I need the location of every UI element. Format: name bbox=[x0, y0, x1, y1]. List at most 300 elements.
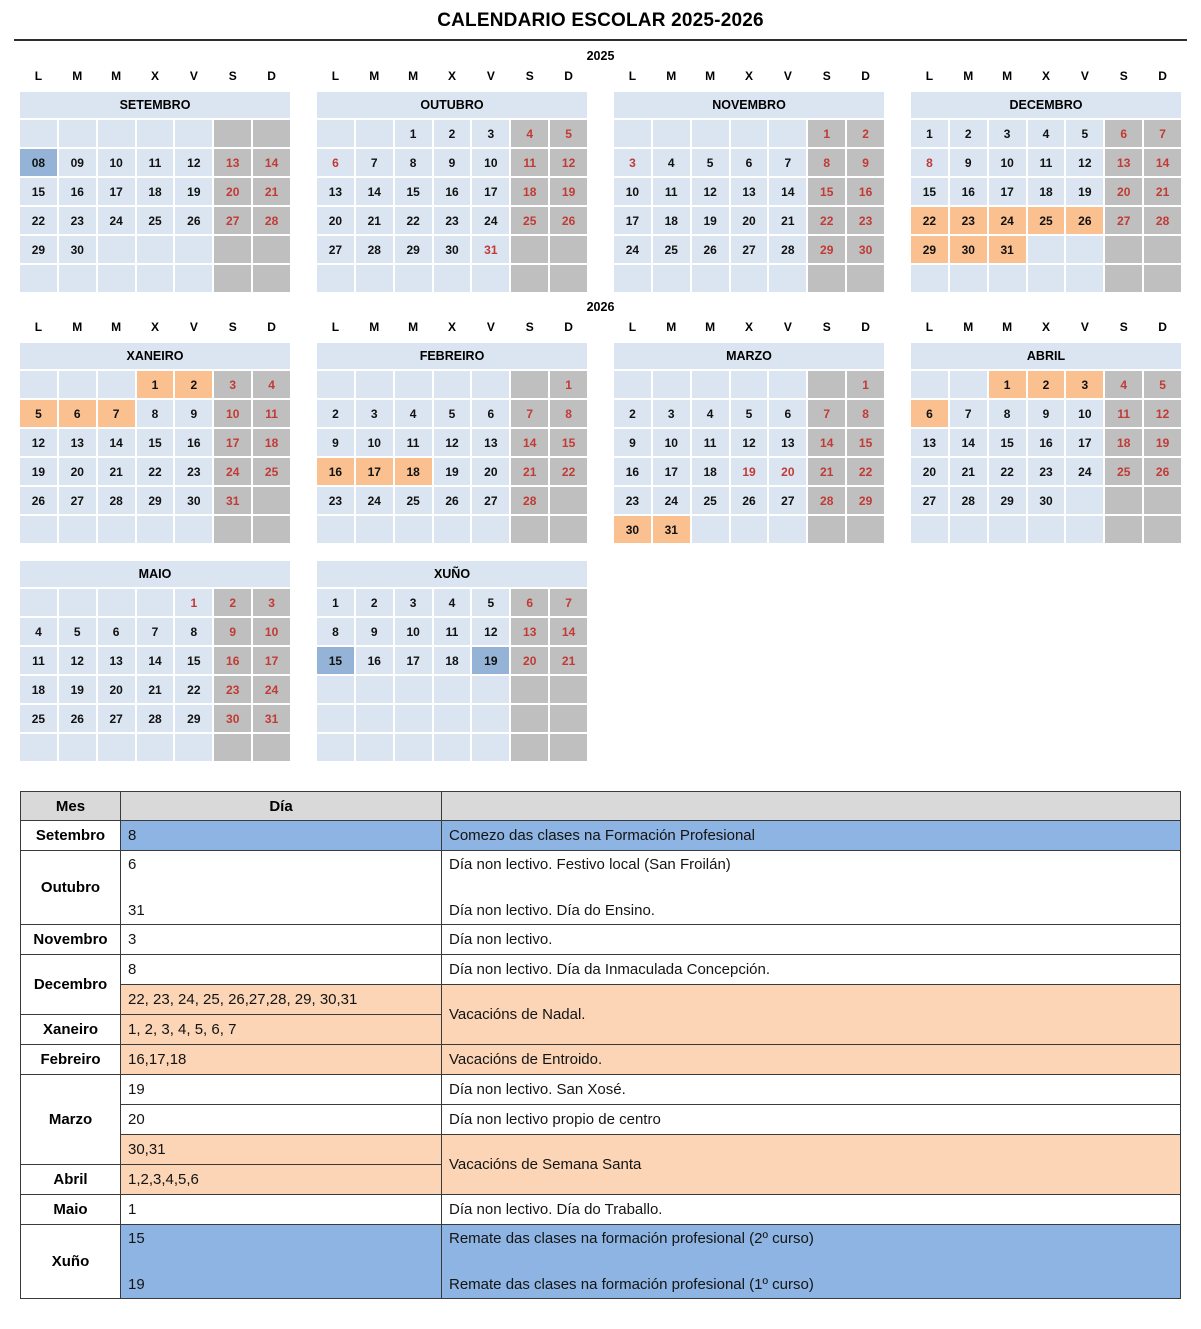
day-cell: 08 bbox=[20, 149, 57, 176]
day-cell: 26 bbox=[175, 207, 212, 234]
empty-cell bbox=[175, 236, 212, 263]
month-title: FEBREIRO bbox=[317, 343, 587, 369]
month-grid bbox=[911, 120, 1181, 292]
day-cell: 9 bbox=[214, 618, 251, 645]
dia-cell bbox=[121, 1165, 442, 1195]
empty-cell bbox=[472, 676, 509, 703]
weekday-label: S bbox=[1119, 69, 1128, 83]
desc-cell bbox=[442, 1195, 1181, 1225]
day-cell: 9 bbox=[950, 149, 987, 176]
empty-cell bbox=[253, 516, 290, 543]
empty-cell bbox=[1144, 516, 1181, 543]
day-cell: 5 bbox=[20, 400, 57, 427]
day-cell: 17 bbox=[1066, 429, 1103, 456]
day-cell: 21 bbox=[98, 458, 135, 485]
empty-cell bbox=[550, 676, 587, 703]
empty-cell bbox=[808, 371, 845, 398]
month-calendar-novembro bbox=[614, 69, 884, 292]
day-cell: 14 bbox=[1144, 149, 1181, 176]
weekday-label: S bbox=[525, 69, 534, 83]
empty-cell bbox=[253, 265, 290, 292]
day-cell: 25 bbox=[511, 207, 548, 234]
empty-cell bbox=[317, 265, 354, 292]
desc-cell bbox=[442, 1225, 1181, 1299]
day-cell: 15 bbox=[808, 178, 845, 205]
day-cell: 20 bbox=[769, 458, 806, 485]
weekday-label: D bbox=[1158, 69, 1167, 83]
day-cell: 20 bbox=[214, 178, 251, 205]
month-grid bbox=[317, 589, 587, 761]
empty-cell bbox=[253, 236, 290, 263]
day-cell: 2 bbox=[317, 400, 354, 427]
day-cell: 5 bbox=[434, 400, 471, 427]
day-cell: 2 bbox=[950, 120, 987, 147]
day-cell: 8 bbox=[911, 149, 948, 176]
day-cell: 10 bbox=[472, 149, 509, 176]
empty-cell bbox=[653, 265, 690, 292]
weekday-label: M bbox=[963, 320, 974, 334]
cell-line: Vacacións de Entroido. bbox=[449, 1051, 603, 1068]
day-cell: 26 bbox=[692, 236, 729, 263]
day-cell: 9 bbox=[317, 429, 354, 456]
empty-cell bbox=[214, 516, 251, 543]
weekday-label: M bbox=[111, 320, 122, 334]
day-cell: 25 bbox=[1105, 458, 1142, 485]
cell-line: 15 bbox=[128, 1230, 145, 1247]
day-cell: 22 bbox=[550, 458, 587, 485]
day-cell: 5 bbox=[1066, 120, 1103, 147]
mes-cell: Setembro bbox=[21, 821, 121, 851]
cell-line: Día non lectivo. San Xosé. bbox=[449, 1081, 626, 1098]
dia-cell bbox=[121, 1015, 442, 1045]
day-cell: 31 bbox=[472, 236, 509, 263]
day-cell: 9 bbox=[847, 149, 884, 176]
day-cell: 26 bbox=[1066, 207, 1103, 234]
weekday-label: M bbox=[666, 320, 677, 334]
weekday-label: M bbox=[963, 69, 974, 83]
empty-cell bbox=[511, 265, 548, 292]
day-cell: 27 bbox=[59, 487, 96, 514]
empty-cell bbox=[175, 265, 212, 292]
day-cell: 19 bbox=[472, 647, 509, 674]
day-cell: 3 bbox=[356, 400, 393, 427]
day-cell: 15 bbox=[175, 647, 212, 674]
day-cell: 30 bbox=[59, 236, 96, 263]
day-cell: 7 bbox=[356, 149, 393, 176]
day-cell: 11 bbox=[1105, 400, 1142, 427]
empty-cell bbox=[1105, 487, 1142, 514]
month-grid bbox=[20, 120, 290, 292]
day-cell: 16 bbox=[214, 647, 251, 674]
month-calendar-marzo bbox=[614, 320, 884, 543]
day-cell: 11 bbox=[653, 178, 690, 205]
day-cell: 16 bbox=[175, 429, 212, 456]
day-cell: 19 bbox=[692, 207, 729, 234]
empty-cell bbox=[434, 705, 471, 732]
day-cell: 30 bbox=[1028, 487, 1065, 514]
empty-cell bbox=[1066, 487, 1103, 514]
day-cell: 31 bbox=[253, 705, 290, 732]
empty-cell bbox=[692, 265, 729, 292]
day-cell: 2 bbox=[434, 120, 471, 147]
day-cell: 13 bbox=[98, 647, 135, 674]
weekday-label: M bbox=[111, 69, 122, 83]
day-cell: 4 bbox=[434, 589, 471, 616]
day-cell: 09 bbox=[59, 149, 96, 176]
day-cell: 6 bbox=[911, 400, 948, 427]
desc-cell bbox=[442, 1045, 1181, 1075]
day-cell: 29 bbox=[808, 236, 845, 263]
weekday-label: L bbox=[34, 69, 43, 83]
day-cell: 14 bbox=[769, 178, 806, 205]
day-cell: 21 bbox=[137, 676, 174, 703]
day-cell: 6 bbox=[59, 400, 96, 427]
empty-cell bbox=[434, 734, 471, 761]
empty-cell bbox=[175, 734, 212, 761]
day-cell: 16 bbox=[614, 458, 651, 485]
day-cell: 22 bbox=[395, 207, 432, 234]
weekday-label: M bbox=[369, 320, 380, 334]
day-cell: 23 bbox=[59, 207, 96, 234]
cell-line: Día non lectivo. Día do Ensino. bbox=[449, 902, 655, 919]
day-cell: 10 bbox=[98, 149, 135, 176]
day-cell: 17 bbox=[653, 458, 690, 485]
day-cell: 25 bbox=[1028, 207, 1065, 234]
empty-cell bbox=[98, 236, 135, 263]
empty-cell bbox=[59, 265, 96, 292]
weekday-label: M bbox=[369, 69, 380, 83]
day-cell: 13 bbox=[59, 429, 96, 456]
day-cell: 7 bbox=[808, 400, 845, 427]
empty-cell bbox=[214, 120, 251, 147]
table-row bbox=[21, 1075, 1181, 1105]
day-cell: 14 bbox=[98, 429, 135, 456]
month-title: DECEMBRO bbox=[911, 92, 1181, 118]
day-cell: 22 bbox=[989, 458, 1026, 485]
day-cell: 16 bbox=[1028, 429, 1065, 456]
empty-cell bbox=[175, 516, 212, 543]
events-table bbox=[20, 791, 1181, 1299]
empty-cell bbox=[692, 120, 729, 147]
day-cell: 29 bbox=[395, 236, 432, 263]
month-calendar-xuno bbox=[317, 561, 587, 761]
table-row bbox=[21, 1105, 1181, 1135]
empty-cell bbox=[20, 734, 57, 761]
empty-cell bbox=[317, 734, 354, 761]
day-cell: 13 bbox=[511, 618, 548, 645]
day-cell: 15 bbox=[847, 429, 884, 456]
day-cell: 20 bbox=[1105, 178, 1142, 205]
empty-cell bbox=[59, 371, 96, 398]
empty-cell bbox=[550, 705, 587, 732]
day-cell: 21 bbox=[769, 207, 806, 234]
day-cell: 11 bbox=[20, 647, 57, 674]
dia-cell bbox=[121, 925, 442, 955]
months-row bbox=[20, 69, 1181, 292]
empty-cell bbox=[137, 516, 174, 543]
day-cell: 19 bbox=[59, 676, 96, 703]
month-title: OUTUBRO bbox=[317, 92, 587, 118]
month-calendar-setembro bbox=[20, 69, 290, 292]
day-cell: 5 bbox=[692, 149, 729, 176]
day-cell: 19 bbox=[1144, 429, 1181, 456]
day-cell: 16 bbox=[847, 178, 884, 205]
cell-line: Vacacións de Semana Santa bbox=[449, 1156, 642, 1173]
empty-cell bbox=[98, 371, 135, 398]
day-cell: 18 bbox=[511, 178, 548, 205]
day-cell: 2 bbox=[614, 400, 651, 427]
cell-line: Día non lectivo. Festivo local (San Froilán) bbox=[449, 856, 731, 873]
day-cell: 28 bbox=[253, 207, 290, 234]
empty-cell bbox=[808, 265, 845, 292]
day-cell: 3 bbox=[253, 589, 290, 616]
day-cell: 5 bbox=[731, 400, 768, 427]
empty-cell bbox=[214, 734, 251, 761]
day-cell: 5 bbox=[550, 120, 587, 147]
cell-line: 19 bbox=[128, 1081, 145, 1098]
weekday-label: M bbox=[1002, 320, 1013, 334]
weekday-header bbox=[317, 320, 587, 334]
day-cell: 24 bbox=[614, 236, 651, 263]
day-cell: 8 bbox=[317, 618, 354, 645]
dia-cell bbox=[121, 1045, 442, 1075]
day-cell: 25 bbox=[137, 207, 174, 234]
cell-line: 6 bbox=[128, 856, 137, 873]
weekday-label: M bbox=[408, 69, 419, 83]
mes-cell: Marzo bbox=[21, 1075, 121, 1165]
day-cell: 5 bbox=[59, 618, 96, 645]
day-cell: 13 bbox=[731, 178, 768, 205]
empty-cell bbox=[769, 516, 806, 543]
year-label-2025: 2025 bbox=[586, 49, 615, 63]
day-cell: 29 bbox=[175, 705, 212, 732]
day-cell: 21 bbox=[356, 207, 393, 234]
empty-cell bbox=[356, 371, 393, 398]
month-title: NOVEMBRO bbox=[614, 92, 884, 118]
weekday-label: L bbox=[628, 69, 637, 83]
mes-cell: Outubro bbox=[21, 851, 121, 925]
empty-cell bbox=[731, 120, 768, 147]
empty-cell bbox=[395, 734, 432, 761]
day-cell: 14 bbox=[137, 647, 174, 674]
empty-cell bbox=[253, 734, 290, 761]
day-cell: 14 bbox=[550, 618, 587, 645]
day-cell: 16 bbox=[434, 178, 471, 205]
day-cell: 19 bbox=[20, 458, 57, 485]
cell-line: 19 bbox=[128, 1276, 145, 1293]
empty-cell bbox=[253, 120, 290, 147]
day-cell: 8 bbox=[808, 149, 845, 176]
weekday-label: D bbox=[267, 320, 276, 334]
empty-cell bbox=[847, 265, 884, 292]
day-cell: 7 bbox=[511, 400, 548, 427]
day-cell: 30 bbox=[175, 487, 212, 514]
day-cell: 1 bbox=[317, 589, 354, 616]
day-cell: 29 bbox=[137, 487, 174, 514]
day-cell: 17 bbox=[356, 458, 393, 485]
day-cell: 2 bbox=[1028, 371, 1065, 398]
empty-cell bbox=[692, 371, 729, 398]
cell-line: Vacacións de Nadal. bbox=[449, 1006, 586, 1023]
day-cell: 24 bbox=[1066, 458, 1103, 485]
table-row bbox=[21, 985, 1181, 1015]
weekday-label: V bbox=[1080, 69, 1089, 83]
empty-cell bbox=[356, 734, 393, 761]
empty-cell bbox=[253, 487, 290, 514]
weekday-header bbox=[20, 69, 290, 83]
day-cell: 18 bbox=[1028, 178, 1065, 205]
day-cell: 9 bbox=[434, 149, 471, 176]
dia-cell bbox=[121, 821, 442, 851]
weekday-label: V bbox=[783, 69, 792, 83]
day-cell: 26 bbox=[59, 705, 96, 732]
day-cell: 4 bbox=[653, 149, 690, 176]
dia-cell bbox=[121, 1075, 442, 1105]
day-cell: 18 bbox=[692, 458, 729, 485]
empty-cell bbox=[511, 236, 548, 263]
weekday-label: S bbox=[822, 320, 831, 334]
empty-cell bbox=[1144, 236, 1181, 263]
day-cell: 5 bbox=[472, 589, 509, 616]
calendar-year-group bbox=[20, 49, 1181, 292]
day-cell: 29 bbox=[847, 487, 884, 514]
empty-cell bbox=[20, 265, 57, 292]
day-cell: 24 bbox=[989, 207, 1026, 234]
day-cell: 19 bbox=[1066, 178, 1103, 205]
empty-cell bbox=[550, 236, 587, 263]
empty-cell bbox=[511, 734, 548, 761]
day-cell: 23 bbox=[434, 207, 471, 234]
day-cell: 13 bbox=[1105, 149, 1142, 176]
weekday-label: M bbox=[705, 69, 716, 83]
mes-cell: Novembro bbox=[21, 925, 121, 955]
day-cell: 18 bbox=[1105, 429, 1142, 456]
empty-cell bbox=[356, 705, 393, 732]
weekday-label: X bbox=[744, 320, 753, 334]
cell-line: 1, 2, 3, 4, 5, 6, 7 bbox=[128, 1021, 237, 1038]
desc-cell bbox=[442, 985, 1181, 1045]
day-cell: 22 bbox=[911, 207, 948, 234]
mes-cell: Xaneiro bbox=[21, 1015, 121, 1045]
weekday-label: L bbox=[331, 69, 340, 83]
cell-line: Día non lectivo. Día da Inmaculada Concepción. bbox=[449, 961, 771, 978]
weekday-label: L bbox=[34, 320, 43, 334]
cell-line: 3 bbox=[128, 931, 137, 948]
day-cell: 31 bbox=[214, 487, 251, 514]
empty-cell bbox=[1066, 236, 1103, 263]
day-cell: 25 bbox=[692, 487, 729, 514]
cell-line: 20 bbox=[128, 1111, 145, 1128]
weekday-label: M bbox=[705, 320, 716, 334]
empty-cell bbox=[59, 734, 96, 761]
day-cell: 12 bbox=[692, 178, 729, 205]
month-title: MARZO bbox=[614, 343, 884, 369]
day-cell: 12 bbox=[550, 149, 587, 176]
empty-cell bbox=[98, 120, 135, 147]
day-cell: 22 bbox=[847, 458, 884, 485]
empty-cell bbox=[434, 676, 471, 703]
year-label-2026: 2026 bbox=[586, 300, 615, 314]
empty-cell bbox=[472, 705, 509, 732]
day-cell: 20 bbox=[317, 207, 354, 234]
day-cell: 15 bbox=[911, 178, 948, 205]
day-cell: 7 bbox=[1144, 120, 1181, 147]
month-grid bbox=[317, 120, 587, 292]
day-cell: 26 bbox=[731, 487, 768, 514]
day-cell: 6 bbox=[472, 400, 509, 427]
mes-cell: Abril bbox=[21, 1165, 121, 1195]
weekday-header bbox=[911, 320, 1181, 334]
empty-cell bbox=[395, 705, 432, 732]
day-cell: 27 bbox=[98, 705, 135, 732]
day-cell: 12 bbox=[731, 429, 768, 456]
day-cell: 31 bbox=[653, 516, 690, 543]
day-cell: 17 bbox=[614, 207, 651, 234]
empty-cell bbox=[989, 516, 1026, 543]
day-cell: 19 bbox=[175, 178, 212, 205]
day-cell: 28 bbox=[1144, 207, 1181, 234]
empty-cell bbox=[989, 265, 1026, 292]
weekday-label: S bbox=[228, 69, 237, 83]
empty-cell bbox=[808, 516, 845, 543]
day-cell: 23 bbox=[1028, 458, 1065, 485]
day-cell: 19 bbox=[434, 458, 471, 485]
empty-cell bbox=[1028, 265, 1065, 292]
day-cell: 4 bbox=[20, 618, 57, 645]
desc-cell bbox=[442, 955, 1181, 985]
day-cell: 22 bbox=[808, 207, 845, 234]
cell-line: 30,31 bbox=[128, 1141, 166, 1158]
column-header bbox=[442, 792, 1181, 821]
day-cell: 18 bbox=[434, 647, 471, 674]
day-cell: 13 bbox=[769, 429, 806, 456]
empty-cell bbox=[472, 371, 509, 398]
desc-cell bbox=[442, 925, 1181, 955]
day-cell: 13 bbox=[214, 149, 251, 176]
day-cell: 25 bbox=[653, 236, 690, 263]
day-cell: 19 bbox=[550, 178, 587, 205]
day-cell: 15 bbox=[395, 178, 432, 205]
calendar-groups bbox=[20, 49, 1181, 761]
table-row bbox=[21, 955, 1181, 985]
day-cell: 18 bbox=[20, 676, 57, 703]
month-calendar-febreiro bbox=[317, 320, 587, 543]
day-cell: 1 bbox=[175, 589, 212, 616]
weekday-label: X bbox=[744, 69, 753, 83]
weekday-label: M bbox=[666, 69, 677, 83]
empty-cell bbox=[614, 265, 651, 292]
empty-cell bbox=[911, 371, 948, 398]
cell-line: Día non lectivo propio de centro bbox=[449, 1111, 661, 1128]
day-cell: 24 bbox=[472, 207, 509, 234]
empty-cell bbox=[395, 265, 432, 292]
empty-cell bbox=[511, 676, 548, 703]
day-cell: 28 bbox=[769, 236, 806, 263]
weekday-header bbox=[20, 320, 290, 334]
empty-cell bbox=[1066, 265, 1103, 292]
empty-cell bbox=[214, 236, 251, 263]
day-cell: 22 bbox=[175, 676, 212, 703]
cell-line: Día non lectivo. Día do Traballo. bbox=[449, 1201, 663, 1218]
cell-line: Comezo das clases na Formación Profesional bbox=[449, 827, 755, 844]
empty-cell bbox=[395, 676, 432, 703]
day-cell: 4 bbox=[395, 400, 432, 427]
day-cell: 25 bbox=[253, 458, 290, 485]
day-cell: 11 bbox=[692, 429, 729, 456]
day-cell: 11 bbox=[434, 618, 471, 645]
day-cell: 6 bbox=[317, 149, 354, 176]
weekday-label: X bbox=[150, 69, 159, 83]
